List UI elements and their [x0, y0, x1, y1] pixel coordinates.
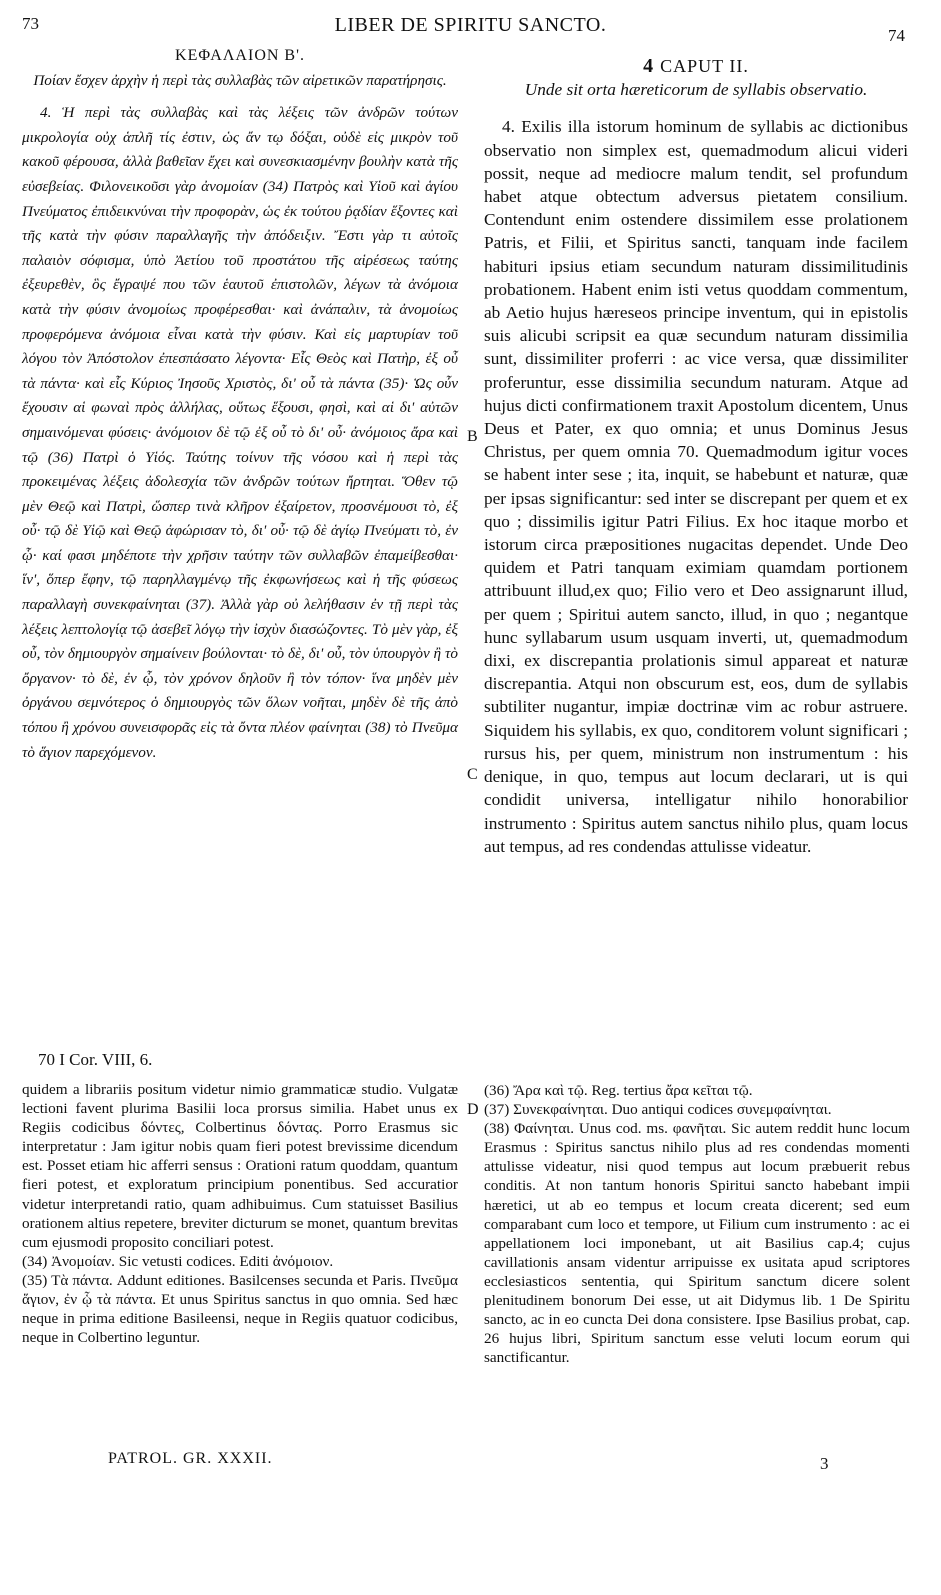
- notes-right-column: [484, 1081, 910, 1367]
- latin-column: [484, 55, 908, 858]
- latin-chapter-subtitle: Unde sit orta hæreticorum de syllabis observatio.: [524, 80, 868, 100]
- margin-letter-d: D: [467, 1101, 479, 1118]
- note-paragraph: (34) Ἀνομοίαν. Sic vetusti codices. Editi ἀνόμοιον.: [22, 1252, 334, 1270]
- greek-chapter-title: ΚΕΦΑΛΑΙΟΝ Β'.: [175, 47, 305, 64]
- notes-left-column: [22, 1080, 458, 1347]
- note-paragraph: (37) Συνεκφαίνηται. Duo antiqui codices συνεμφαίνηται.: [484, 1101, 832, 1119]
- left-page-number: 73: [22, 14, 39, 33]
- running-title: LIBER DE SPIRITU SANCTO.: [334, 14, 607, 36]
- greek-body-text: 4. Ἡ περὶ τὰς συλλαβὰς καὶ τὰς λέξεις τῶν ἀνδρῶν τούτων μικρολογία οὐχ ἁπλῆ τίς ἐστιν, ὡς ἄν τῳ δόξαι, οὐδὲ εἰς μικρὸν τοῦ κακοῦ φέρουσα, ἀλλὰ βαθεῖαν ἔχει καὶ συνεσκιασμένην βουλὴν κατὰ τῆς εὐσεβείας. Φιλονεικοῦσι γὰρ ἀνομοίαν (34) Πατρὸς καὶ Υἱοῦ καὶ ἁγίου Πνεύματος ἐπιδεικνύναι τὴν προφορὰν, ὡς ἐκ τούτου ῥᾳδίαν ἕξοντες καὶ τῆς κατὰ τὴν φύσιν παραλλαγῆς τὴν ἀπόδειξιν. Ἔστι γὰρ τι αὐτοῖς παλαιὸν σόφισμα, ὑπὸ Ἀετίου τοῦ προστάτου τῆς αἱρέσεως ταύτης ἐξευρεθὲν, ὃς ἔγραψέ που τῶν ἑαυτοῦ ἐπιστολῶν, λέγων τὰ ἀνόμοια κατὰ τὴν φύσιν ἀνομοίως προφέρεσθαι· καὶ ἀνάπαλιν, τὰ ἀνομοίως προφερόμενα ἀνόμοια εἶναι κατὰ τὴν φύσιν. Καὶ εἰς μαρτυρίαν τοῦ λόγου τὸν Ἀπόστολον ἐπεσπάσατο λέγοντα· Εἷς Θεὸς καὶ Πατὴρ, ἐξ οὗ τὰ πάντα· καὶ εἷς Κύριος Ἰησοῦς Χριστὸς, δι' οὗ τὰ πάντα (35)· Ὡς οὖν ἔχουσιν αἱ φωναὶ πρὸς ἀλλήλας, οὕτως ἕξουσι, φησὶ, καὶ αἱ δι' αὐτῶν σημαινόμεναι φύσεις· ἀνόμοιον δὲ τῷ ἐξ οὗ τὸ δι' οὗ· ἀνόμοιος ἄρα καὶ τῷ (36) Πατρὶ ὁ Υἱός. Ταύτης τοίνυν τῆς νόσου καὶ ἡ περὶ τὰς προκειμένας λέξεις ἀδολεσχία τῶν ἀνδρῶν τούτων ἤρτηται. Ὅθεν τῷ μὲν Θεῷ καὶ Πατρὶ, ὥσπερ τινὰ κλῆρον ἐξαίρετον, προσνέμουσι τὸ, ἐξ οὗ· τῷ δὲ Υἱῷ καὶ Θεῷ ἀφώρισαν τὸ, δι' οὗ· τῷ δὲ ἁγίῳ Πνεύματι τὸ, ἐν ᾧ· καί φασι μηδέποτε τὴν χρῆσιν ταύτην τῶν συλλαβῶν ἐπαμείβεσθαι· ἵν', ὅπερ ἔφην, τῷ παρηλλαγμένῳ τῆς ἐκφωνήσεως καὶ ἡ τῆς φύσεως παραλλαγὴ συνεκφαίνηται (37). Ἀλλὰ γὰρ οὐ λελήθασιν ἐν τῇ περὶ τὰς λέξεις λεπτολογίᾳ τῷ ἀσεβεῖ λόγῳ τὴν ἰσχὺν διασώζοντες. Τὸ μὲν γὰρ, ἐξ οὗ, τὸν δημιουργὸν σημαίνειν βούλονται· τὸ δὲ, δι' οὗ, τὸν ὑπουργὸν ἢ τὸ ὄργανον· τὸ δὲ, ἐν ᾧ, τὸν χρόνον δηλοῦν ἢ τὸν τόπον· ἵνα μηδὲν μὲν ὀργάνου σεμνότερος ὁ δημιουργὸς τῶν ὅλων νοῆται, μηδὲν δὲ τῆς ἀπὸ τόπου ἢ χρόνου συνεισφορᾶς εἰς τὰ ὄντα πλέον φαίνηται (38) τὸ Πνεῦμα τὸ ἅγιον παρεχόμενον.: [22, 104, 458, 761]
- latin-chapter-heading: [484, 55, 908, 78]
- greek-column: [22, 44, 458, 765]
- note-paragraph: quidem a librariis positum videtur nimio grammaticæ studio. Vulgatæ lectioni favent plurima Basilii loca prorsus similia. Habet unus ex Regiis codicibus δόντες, Colbertinus δόντας. Porro Erasmus sic interpretatur : Jam igitur nobis quam fieri potest brevissime dicendum est. Posset etiam hic afferri sensus : Orationi ratum quoddam, quantum fieri potest, et exploratum principium ponentibus. Sed accuratior videtur interpretandi ratio, quam adhibuimus. Cum statuisset Basilius orationem altius repetere, breviter dicturum se monet, quantum brevitas cum ejusmodi proposito conciliari potest.: [22, 1081, 458, 1251]
- right-page-number: 74: [888, 26, 905, 45]
- latin-body-text: 4. Exilis illa istorum hominum de syllabis ac dictionibus observatio non simplex est, quemadmodum alicui videri possit, neque ad mediocre malum tendit, sel profundum habet atque obtectum adversus pietatem consilium. Contendunt enim ostendere dissimilem esse prolationem Patris, et Filii, et Spiritus sancti, tanquam inde facilem habituri ipsius etiam secundum naturam dissimilitudinis probationem. Habent enim isti vetus quoddam commentum, ab Aetio hujus hæreseos principe inventum, qui in epistolis suis alicubi scripsit ea quæ secundum naturam dissimilia sunt, dissimiliter proferri : ac vice versa, quæ dissimiliter proferuntur, esse dissimilia secundum naturam. Atque ad hujus dicti confirmationem traxit Apostolum dicentem, Unus Deus et Pater, ex quo omnia; et unus Dominus Jesus Christus, per quem omnia 70. Quemadmodum igitur voces se habent inter sese ; ita, inquit, se habebunt et naturæ, quæ per ipsas significantur: sed inter se discrepant per quem et ex quo ; dissimilis igitur Patri Filius. Ex hoc itaque morbo et istorum circa præpositiones nugacitas dependet. Unde Deo quidem et Patri tanquam eximiam quamdam portionem attribuunt illud,ex quo; Filio vero et Deo assignarunt illud, per quem ; Spiritui autem sancto, illud, in quo ; negantque hunc syllabarum usum usquam inverti, ut, quemadmodum dixi, ex discrepantia prolationis simul appareat et naturæ discrepantia. Atqui non obscurum est, eos, dum de syllabis subtiliter nugantur, impiæ doctrinæ vim ac robur astruere. Siquidem his syllabis, ex quo, conditorem volunt significari ; rursus his, per quem, ministrum non instrumentum : his denique, in quo, tempus aut locum declarari, ut is qui condidit universa, intelligatur nihilo honorabilior instrumento : Spiritus autem sanctus nihilo plus, quam locus aut tempus, ad res condendas attulisse videatur.: [484, 117, 908, 856]
- signature-mark: 3: [820, 1454, 829, 1473]
- footnote-reference: 70 I Cor. VIII, 6.: [38, 1050, 153, 1069]
- greek-chapter-subtitle: Ποίαν ἔσχεν ἀρχὴν ἡ περὶ τὰς συλλαβὰς τῶν αἱρετικῶν παρατήρησις.: [33, 71, 447, 89]
- patrologia-reference: PATROL. GR. XXXII.: [108, 1450, 273, 1467]
- latin-chapter-title: CAPUT II.: [660, 56, 749, 76]
- margin-letter-c: C: [467, 766, 478, 783]
- note-paragraph: (35) Τὰ πάντα. Addunt editiones. Basilcenses secunda et Paris. Πνεῦμα ἅγιον, ἐν ᾧ τὰ πάντα. Et unus Spiritus sanctus in quo omnia. Sed hæc neque in prima editione Basileensi, neque in Regiis quatuor codicibus, neque in Colbertino leguntur.: [22, 1271, 458, 1347]
- latin-chapter-number: 4: [643, 55, 655, 77]
- note-paragraph: (38) Φαίνηται. Unus cod. ms. φανῆται. Sic autem reddit hunc locum Erasmus : Spiritus sanctus nihilo plus ad res condendas momenti attulisse videatur, nisi quod tempus aut locum præbuerit rebus conditis. At non tantum honoris Spiritui sancto habebant impii hæretici, ut ab eo tempus et locum creata dicerent; sed eum comparabant cum loco et tempore, ut Filium cum instrumento : ac ei appellationem loci imponebant, ut ait Basilius cap.4; cujus cavillationis ansam videntur arripuisse ex usitata apud scriptores ecclesiasticos sententia, qui Spiritum sanctum dicere solent plenitudinem bonorum Dei esse, ut ait Didymus lib. 1 De Spiritu sancto, ac in eo cuncta Dei dona consistere. Ipse Basilius probat, cap. 26 hujus libri, Spiritum sanctum esse veluti locum eorum qui sanctificantur.: [484, 1120, 910, 1367]
- note-paragraph: (36) Ἄρα καὶ τῷ. Reg. tertius ἄρα κεῖται τῷ.: [484, 1082, 753, 1099]
- margin-letter-b: B: [467, 428, 478, 445]
